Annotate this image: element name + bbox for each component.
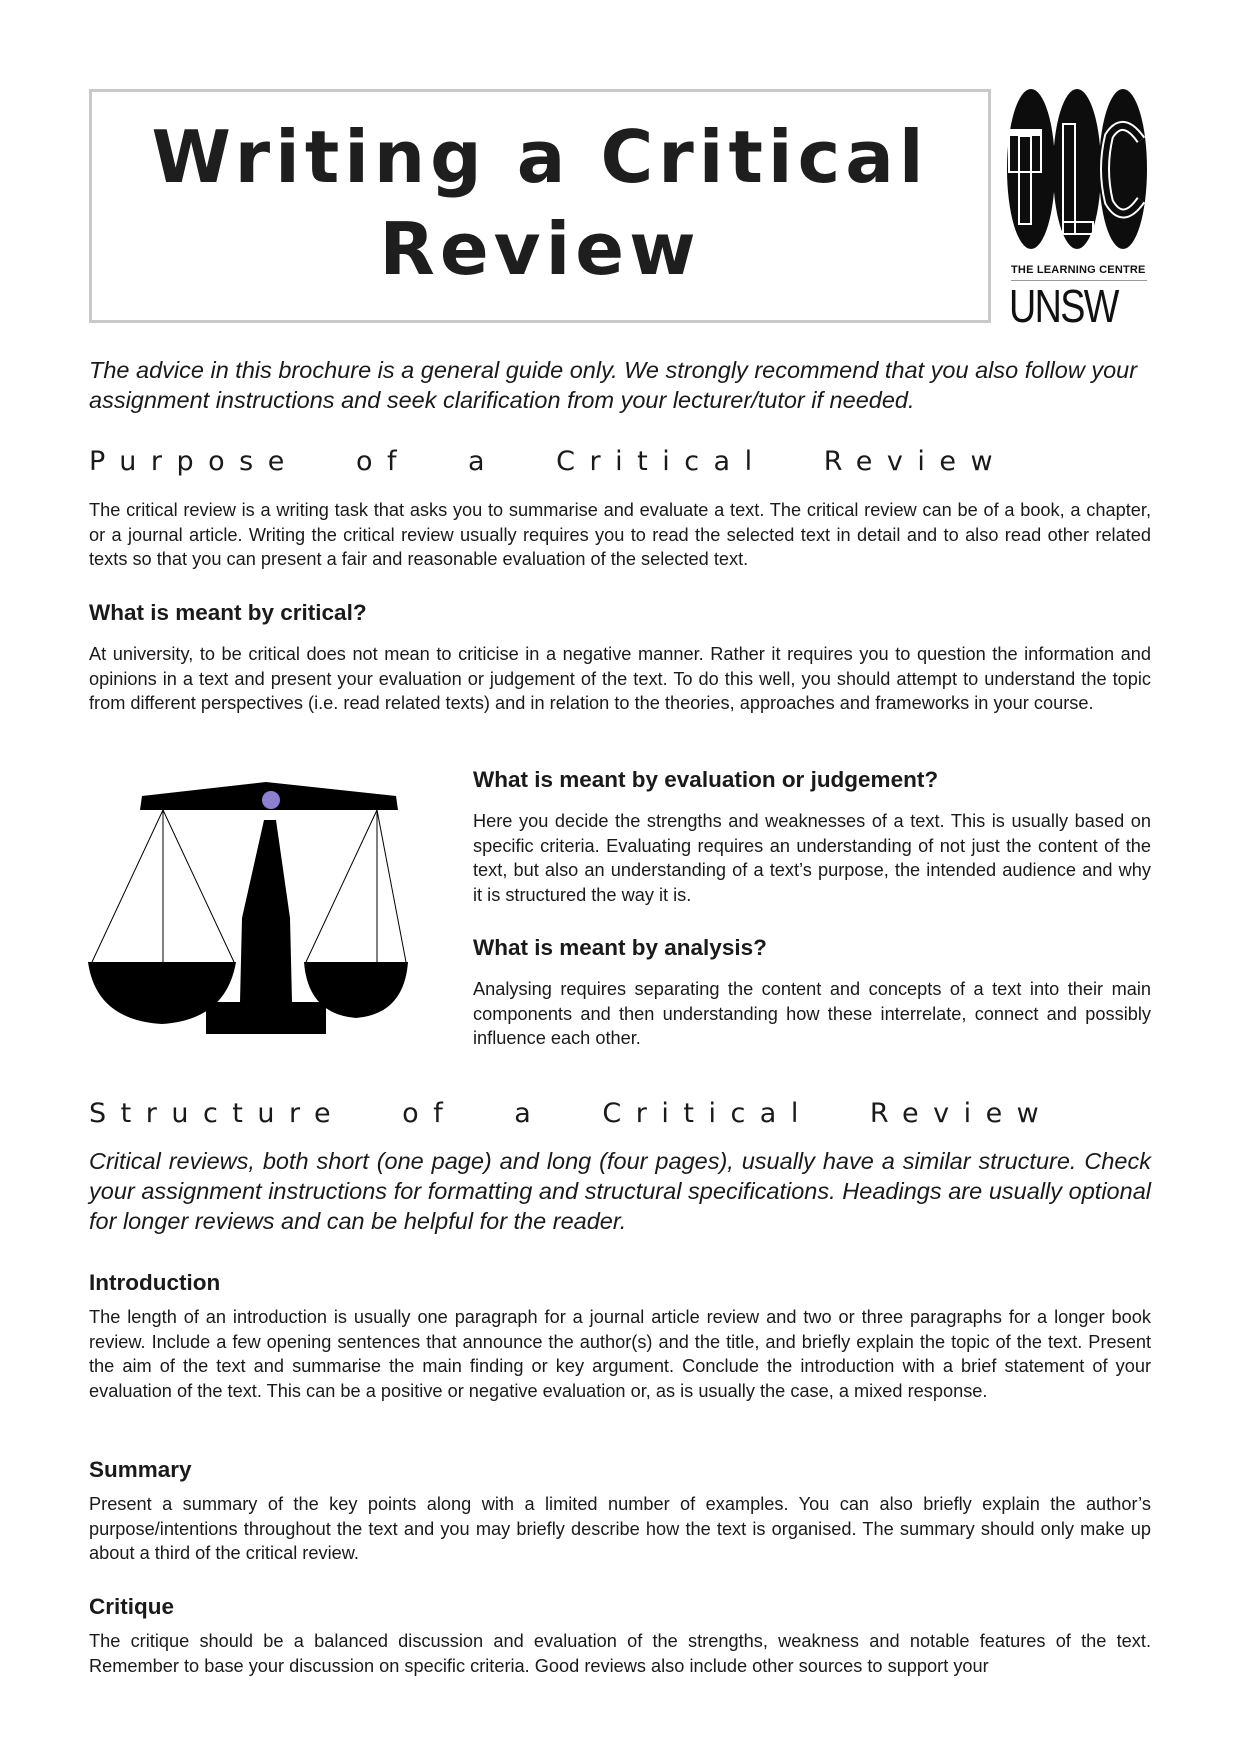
structure-lead: Critical reviews, both short (one page) and long (four pages), usually have a similar structure. Check your assignment instructions for formatting and structural specifications. Headings are usually optional for longer reviews and can be helpful for the reader.: [89, 1148, 1151, 1234]
summary-body: Present a summary of the key points along with a limited number of examples. You can also briefly explain the author’s purpose/intentions throughout the text and you may briefly describe how the text is organised. The summary should only make up about a third of the critical review.: [89, 1494, 1151, 1564]
intro-note: The advice in this brochure is a general guide only. We strongly recommend that you also follow your assignment instructions and seek clarification from your lecturer/tutor if needed.: [89, 357, 1138, 413]
analysis-heading: What is meant by analysis?: [473, 935, 767, 960]
purpose-body: The critical review is a writing task that asks you to summarise and evaluate a text. The critical review can be of a book, a chapter, or a journal article. Writing the critical review usually requires you to read the selected text in detail and to also read other related texts so that you can present a fair and reasonable evaluation of the selected text.: [89, 500, 1151, 570]
logo-caption: THE LEARNING CENTRE: [1011, 264, 1146, 276]
evaluation-body: Here you decide the strengths and weaknesses of a text. This is usually based on specific criteria. Evaluating requires an understanding of not just the content of the text, but also an understanding of a text’s purpose, the intended audience and why it is structured the way it is.: [473, 811, 1151, 905]
introduction-body: The length of an introduction is usually one paragraph for a journal article review and two or three paragraphs for a longer book review. Include a few opening sentences that announce the author(s) and the title, and briefly explain the topic of the text. Present the aim of the text and summarise the main finding or key argument. Conclude the introduction with a brief statement of your evaluation of the text. This can be a positive or negative evaluation or, as is usually the case, a mixed response.: [89, 1307, 1151, 1401]
critical-heading: What is meant by critical?: [89, 600, 367, 625]
page-title: [151, 111, 928, 295]
title-line-1: Writing a Critical: [151, 115, 929, 199]
summary-heading: Summary: [89, 1457, 192, 1482]
critique-heading: Critique: [89, 1594, 175, 1619]
critique-body: The critique should be a balanced discussion and evaluation of the strengths, weakness and notable features of the text. Remember to base your discussion on specific criteria. Good reviews also include other sources to support your: [89, 1631, 1151, 1676]
evaluation-heading: What is meant by evaluation or judgement?: [473, 767, 939, 792]
unsw-wordmark: UNSW: [1009, 280, 1118, 332]
title-box: [89, 89, 991, 323]
introduction-heading: Introduction: [89, 1270, 221, 1295]
analysis-body: Analysing requires separating the content and concepts of a text into their main components and then understanding how these interrelate, connect and possibly influence each other.: [473, 979, 1151, 1049]
structure-heading: Structure of a Critical Review: [89, 1098, 1054, 1129]
scales-of-justice-illustration: [86, 768, 411, 1040]
purpose-heading: Purpose of a Critical Review: [89, 446, 1008, 477]
critical-body: At university, to be critical does not mean to criticise in a negative manner. Rather it requires you to question the information and opinions in a text and present your evaluation or judgement of the text. To do this well, you should attempt to understand the topic from different perspectives (i.e. read related texts) and in relation to the theories, approaches and frameworks in your course.: [89, 644, 1151, 714]
title-line-2: Review: [379, 207, 701, 291]
